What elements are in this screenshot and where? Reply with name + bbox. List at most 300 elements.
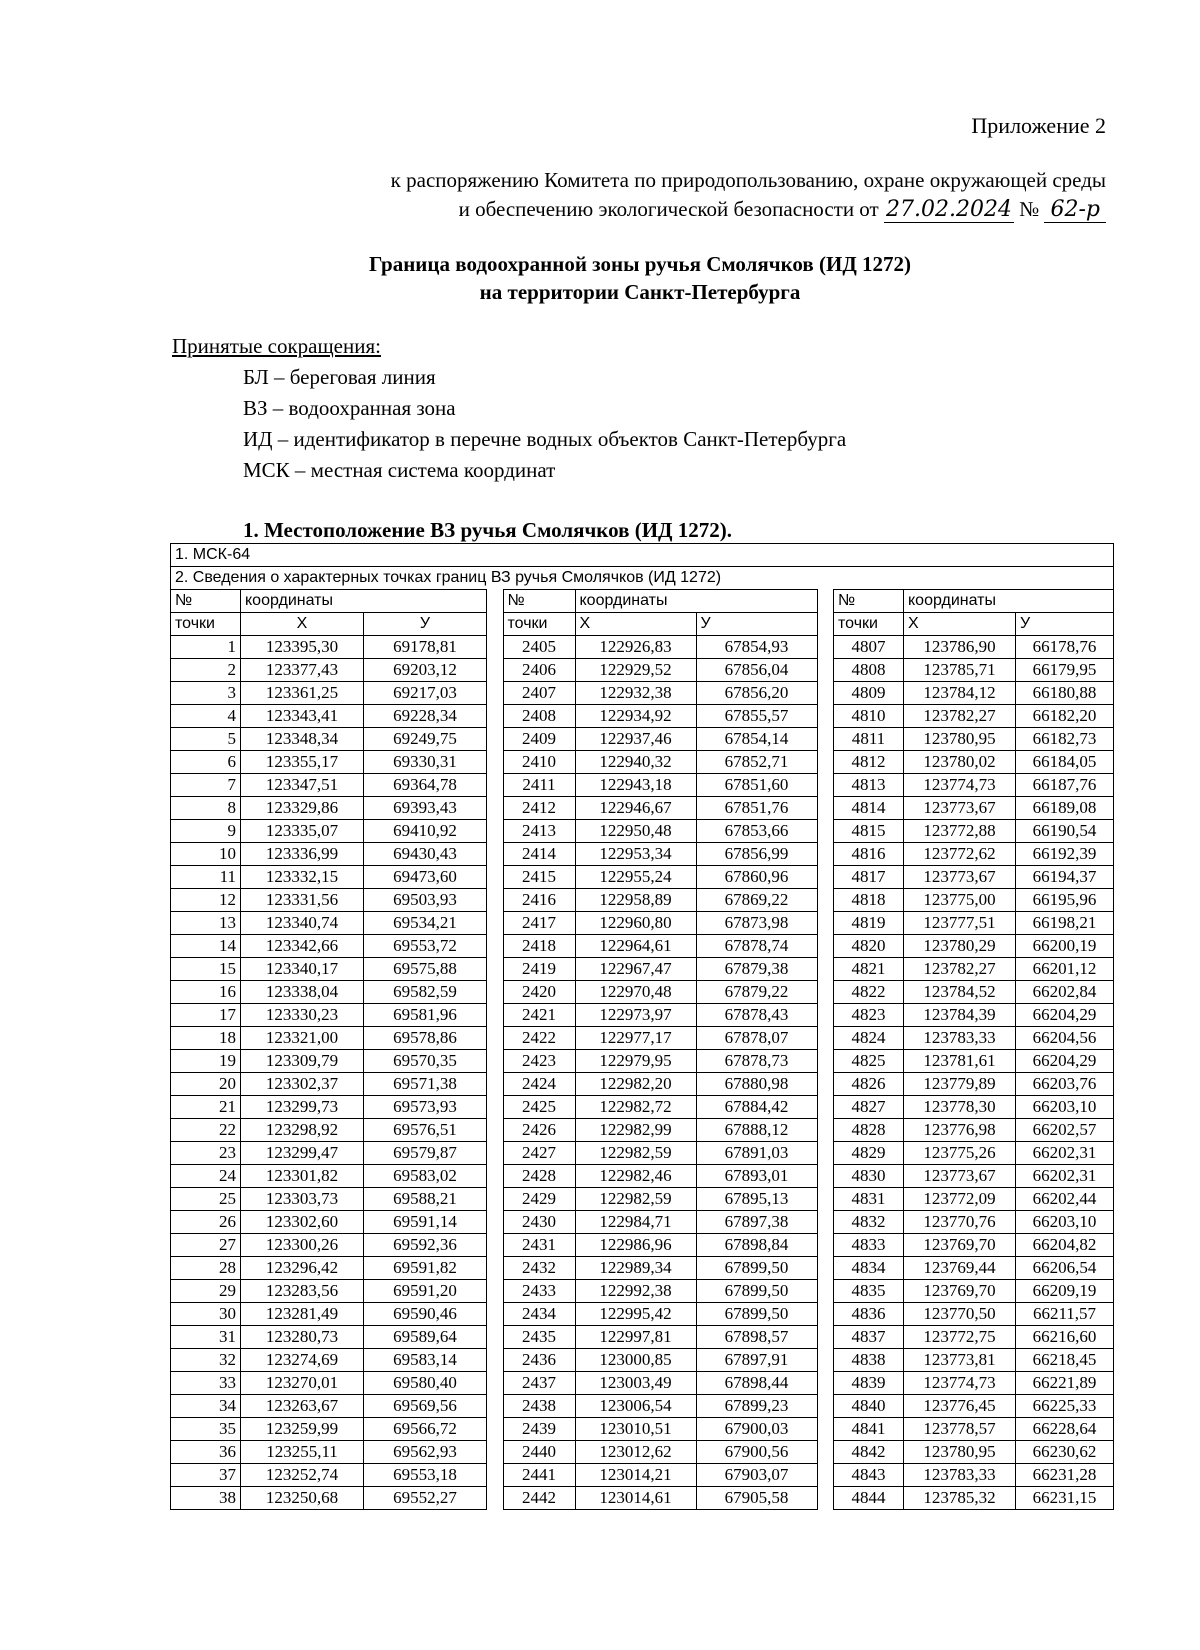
point-number-cell: 2436: [503, 1349, 575, 1372]
coordinates-header: координаты: [241, 590, 487, 613]
table-row: [171, 1464, 487, 1487]
y-coordinate-cell: 69569,56: [364, 1395, 487, 1418]
table-row: [834, 1027, 1114, 1050]
table-row: [171, 682, 487, 705]
table-row: [503, 843, 817, 866]
y-coordinate-cell: 67898,44: [696, 1372, 817, 1395]
point-number-cell: 8: [171, 797, 241, 820]
table-row: [834, 1487, 1114, 1510]
x-coordinate-cell: 122992,38: [575, 1280, 696, 1303]
x-coordinate-cell: 123773,67: [904, 1165, 1016, 1188]
table-row: [503, 1050, 817, 1073]
table-row: [503, 1303, 817, 1326]
x-coordinate-cell: 123772,09: [904, 1188, 1016, 1211]
table-row: [834, 1372, 1114, 1395]
table-row: [503, 820, 817, 843]
table-row: [834, 728, 1114, 751]
table-row: [171, 1441, 487, 1464]
table-row: [834, 1211, 1114, 1234]
point-number-cell: 4823: [834, 1004, 904, 1027]
x-coordinate-cell: 122964,61: [575, 935, 696, 958]
document-subtitle: на территории Санкт-Петербурга: [479, 280, 801, 304]
point-number-cell: 36: [171, 1441, 241, 1464]
x-coordinate-cell: 122967,47: [575, 958, 696, 981]
y-coordinate-cell: 66202,31: [1016, 1142, 1114, 1165]
document-title: Граница водоохранной зоны ручья Смолячков (ИД 1272): [368, 252, 912, 276]
x-coordinate-cell: 123299,73: [241, 1096, 364, 1119]
y-coordinate-cell: 69590,46: [364, 1303, 487, 1326]
point-number-cell: 2434: [503, 1303, 575, 1326]
x-coordinate-cell: 122982,72: [575, 1096, 696, 1119]
y-coordinate-cell: 67878,07: [696, 1027, 817, 1050]
table-row: [834, 774, 1114, 797]
y-coordinate-cell: 66189,08: [1016, 797, 1114, 820]
x-coordinate-cell: 123769,70: [904, 1234, 1016, 1257]
x-coordinate-cell: 122986,96: [575, 1234, 696, 1257]
table-row: [834, 820, 1114, 843]
x-coordinate-cell: 122946,67: [575, 797, 696, 820]
table-row: [834, 1142, 1114, 1165]
table-row: [503, 912, 817, 935]
table-row: [503, 1326, 817, 1349]
point-number-cell: 2423: [503, 1050, 575, 1073]
point-number-cell: 34: [171, 1395, 241, 1418]
y-coordinate-cell: 67893,01: [696, 1165, 817, 1188]
point-number-cell: 4840: [834, 1395, 904, 1418]
point-number-cell: 16: [171, 981, 241, 1004]
table-row: [834, 1165, 1114, 1188]
point-number-cell: 2433: [503, 1280, 575, 1303]
point-number-cell: 4841: [834, 1418, 904, 1441]
point-number-cell: 2: [171, 659, 241, 682]
order-reference-prefix: и обеспечению экологической безопасности от: [458, 197, 879, 221]
y-coordinate-cell: 66218,45: [1016, 1349, 1114, 1372]
x-coordinate-cell: 123781,61: [904, 1050, 1016, 1073]
y-coordinate-cell: 66200,19: [1016, 935, 1114, 958]
x-coordinate-cell: 123773,81: [904, 1349, 1016, 1372]
y-coordinate-cell: 67891,03: [696, 1142, 817, 1165]
y-coordinate-cell: 66204,29: [1016, 1050, 1114, 1073]
x-coordinate-cell: 123785,71: [904, 659, 1016, 682]
table-row: [171, 1395, 487, 1418]
y-header: У: [364, 613, 487, 636]
table-row: [834, 1004, 1114, 1027]
x-coordinate-cell: 123010,51: [575, 1418, 696, 1441]
point-number-cell: 4826: [834, 1073, 904, 1096]
table-row: [834, 1395, 1114, 1418]
x-coordinate-cell: 122932,38: [575, 682, 696, 705]
coordinate-system-row: 1. МСК-64: [170, 543, 1114, 566]
y-coordinate-cell: 66203,76: [1016, 1073, 1114, 1096]
table-row: [834, 1349, 1114, 1372]
y-coordinate-cell: 69217,03: [364, 682, 487, 705]
point-number-cell: 29: [171, 1280, 241, 1303]
y-coordinate-cell: 69503,93: [364, 889, 487, 912]
x-coordinate-cell: 122937,46: [575, 728, 696, 751]
x-coordinate-cell: 122982,99: [575, 1119, 696, 1142]
table-row: [834, 1188, 1114, 1211]
table-row: [171, 1027, 487, 1050]
point-number-cell: 5: [171, 728, 241, 751]
table-row: [171, 1372, 487, 1395]
x-coordinate-cell: 123003,49: [575, 1372, 696, 1395]
points-table-group: [833, 589, 1114, 1510]
y-coordinate-cell: 69588,21: [364, 1188, 487, 1211]
y-coordinate-cell: 67878,73: [696, 1050, 817, 1073]
x-coordinate-cell: 122989,34: [575, 1257, 696, 1280]
point-number-cell: 4814: [834, 797, 904, 820]
y-coordinate-cell: 67873,98: [696, 912, 817, 935]
y-coordinate-cell: 67878,43: [696, 1004, 817, 1027]
point-number-cell: 27: [171, 1234, 241, 1257]
table-row: [171, 958, 487, 981]
point-number-cell: 32: [171, 1349, 241, 1372]
table-row: [834, 981, 1114, 1004]
y-coordinate-cell: 69583,02: [364, 1165, 487, 1188]
point-number-cell: 2413: [503, 820, 575, 843]
point-number-cell: 4822: [834, 981, 904, 1004]
table-row: [503, 1441, 817, 1464]
table-row: [834, 659, 1114, 682]
table-row: [171, 1303, 487, 1326]
point-number-cell: 2437: [503, 1372, 575, 1395]
table-row: [503, 1487, 817, 1510]
point-number-cell: 2442: [503, 1487, 575, 1510]
x-coordinate-cell: 123332,15: [241, 866, 364, 889]
point-number-cell: 2419: [503, 958, 575, 981]
x-coordinate-cell: 123274,69: [241, 1349, 364, 1372]
table-row: [834, 935, 1114, 958]
point-number-cell: 19: [171, 1050, 241, 1073]
order-reference-line-1: к распоряжению Комитета по природопользованию, охране окружающей среды: [390, 168, 1106, 192]
coordinates-header: координаты: [904, 590, 1114, 613]
table-row: [834, 1303, 1114, 1326]
y-coordinate-cell: 66202,57: [1016, 1119, 1114, 1142]
x-coordinate-cell: 123772,75: [904, 1326, 1016, 1349]
x-coordinate-cell: 122982,20: [575, 1073, 696, 1096]
abbreviation-item: МСК – местная система координат: [243, 458, 556, 482]
point-number-cell: 15: [171, 958, 241, 981]
y-coordinate-cell: 66230,62: [1016, 1441, 1114, 1464]
y-coordinate-cell: 66201,12: [1016, 958, 1114, 981]
table-row: [171, 866, 487, 889]
x-coordinate-cell: 123270,01: [241, 1372, 364, 1395]
point-number-cell: 4813: [834, 774, 904, 797]
y-coordinate-cell: 66203,10: [1016, 1211, 1114, 1234]
x-coordinate-cell: 123336,99: [241, 843, 364, 866]
table-row: [171, 636, 487, 659]
table-row: [834, 1464, 1114, 1487]
x-coordinate-cell: 123298,92: [241, 1119, 364, 1142]
point-number-header: №: [503, 590, 575, 613]
table-row: [171, 1418, 487, 1441]
point-number-cell: 26: [171, 1211, 241, 1234]
y-coordinate-cell: 66187,76: [1016, 774, 1114, 797]
x-coordinate-cell: 122977,17: [575, 1027, 696, 1050]
y-coordinate-cell: 67878,74: [696, 935, 817, 958]
point-number-cell: 30: [171, 1303, 241, 1326]
table-row: [834, 866, 1114, 889]
y-coordinate-cell: 69393,43: [364, 797, 487, 820]
x-coordinate-cell: 123770,50: [904, 1303, 1016, 1326]
point-number-cell: 2441: [503, 1464, 575, 1487]
y-coordinate-cell: 69589,64: [364, 1326, 487, 1349]
y-coordinate-cell: 67898,84: [696, 1234, 817, 1257]
y-coordinate-cell: 66204,56: [1016, 1027, 1114, 1050]
y-coordinate-cell: 66195,96: [1016, 889, 1114, 912]
table-row: [503, 1096, 817, 1119]
x-coordinate-cell: 123302,37: [241, 1073, 364, 1096]
x-coordinate-cell: 123780,95: [904, 728, 1016, 751]
table-row: [503, 958, 817, 981]
table-row: [171, 797, 487, 820]
y-coordinate-cell: 66206,54: [1016, 1257, 1114, 1280]
x-header: X: [575, 613, 696, 636]
coordinates-table: [170, 543, 1114, 1510]
table-row: [503, 705, 817, 728]
x-coordinate-cell: 123780,29: [904, 935, 1016, 958]
x-coordinate-cell: 123014,21: [575, 1464, 696, 1487]
table-row: [834, 1418, 1114, 1441]
point-number-cell: 2415: [503, 866, 575, 889]
table-row: [503, 1027, 817, 1050]
table-row: [503, 1119, 817, 1142]
y-coordinate-cell: 69566,72: [364, 1418, 487, 1441]
point-number-cell: 2438: [503, 1395, 575, 1418]
point-number-cell: 18: [171, 1027, 241, 1050]
x-coordinate-cell: 123280,73: [241, 1326, 364, 1349]
point-number-cell: 25: [171, 1188, 241, 1211]
x-coordinate-cell: 123784,52: [904, 981, 1016, 1004]
y-coordinate-cell: 67880,98: [696, 1073, 817, 1096]
table-row: [834, 1234, 1114, 1257]
y-coordinate-cell: 66202,84: [1016, 981, 1114, 1004]
point-number-cell: 12: [171, 889, 241, 912]
x-coordinate-cell: 123331,56: [241, 889, 364, 912]
y-coordinate-cell: 67895,13: [696, 1188, 817, 1211]
x-coordinate-cell: 122929,52: [575, 659, 696, 682]
y-coordinate-cell: 69534,21: [364, 912, 487, 935]
point-number-cell: 4807: [834, 636, 904, 659]
x-coordinate-cell: 123774,73: [904, 774, 1016, 797]
x-coordinate-cell: 123779,89: [904, 1073, 1016, 1096]
x-coordinate-cell: 123343,41: [241, 705, 364, 728]
point-number-cell: 4831: [834, 1188, 904, 1211]
abbreviation-item: ИД – идентификатор в перечне водных объектов Санкт-Петербурга: [243, 427, 847, 451]
x-coordinate-cell: 122953,34: [575, 843, 696, 866]
point-number-cell: 31: [171, 1326, 241, 1349]
y-header: У: [1016, 613, 1114, 636]
point-number-cell: 4818: [834, 889, 904, 912]
point-header: точки: [834, 613, 904, 636]
point-number-header: №: [834, 590, 904, 613]
y-coordinate-cell: 66202,31: [1016, 1165, 1114, 1188]
y-coordinate-cell: 69581,96: [364, 1004, 487, 1027]
point-number-cell: 4835: [834, 1280, 904, 1303]
x-coordinate-cell: 123340,74: [241, 912, 364, 935]
points-table-group: [170, 589, 487, 1510]
x-coordinate-cell: 123347,51: [241, 774, 364, 797]
y-coordinate-cell: 67899,23: [696, 1395, 817, 1418]
table-row: [171, 1487, 487, 1510]
point-number-cell: 2426: [503, 1119, 575, 1142]
x-coordinate-cell: 122934,92: [575, 705, 696, 728]
point-number-cell: 4808: [834, 659, 904, 682]
point-number-cell: 37: [171, 1464, 241, 1487]
x-coordinate-cell: 122970,48: [575, 981, 696, 1004]
point-number-cell: 4816: [834, 843, 904, 866]
x-coordinate-cell: 123342,66: [241, 935, 364, 958]
point-number-cell: 11: [171, 866, 241, 889]
y-coordinate-cell: 66203,10: [1016, 1096, 1114, 1119]
table-row: [503, 1165, 817, 1188]
point-number-cell: 2408: [503, 705, 575, 728]
y-coordinate-cell: 66202,44: [1016, 1188, 1114, 1211]
table-row: [503, 981, 817, 1004]
y-coordinate-cell: 69203,12: [364, 659, 487, 682]
y-header: У: [696, 613, 817, 636]
x-coordinate-cell: 122997,81: [575, 1326, 696, 1349]
x-coordinate-cell: 122950,48: [575, 820, 696, 843]
y-coordinate-cell: 67897,91: [696, 1349, 817, 1372]
table-row: [171, 659, 487, 682]
y-coordinate-cell: 69178,81: [364, 636, 487, 659]
point-number-cell: 4828: [834, 1119, 904, 1142]
x-coordinate-cell: 122982,46: [575, 1165, 696, 1188]
point-number-cell: 4821: [834, 958, 904, 981]
point-number-cell: 2407: [503, 682, 575, 705]
x-coordinate-cell: 123250,68: [241, 1487, 364, 1510]
point-number-cell: 2435: [503, 1326, 575, 1349]
point-number-cell: 2432: [503, 1257, 575, 1280]
table-row: [503, 636, 817, 659]
y-coordinate-cell: 67899,50: [696, 1303, 817, 1326]
table-row: [834, 889, 1114, 912]
point-number-cell: 2430: [503, 1211, 575, 1234]
table-row: [834, 1050, 1114, 1073]
y-coordinate-cell: 67905,58: [696, 1487, 817, 1510]
point-number-cell: 3: [171, 682, 241, 705]
y-coordinate-cell: 67884,42: [696, 1096, 817, 1119]
y-coordinate-cell: 66228,64: [1016, 1418, 1114, 1441]
point-number-cell: 38: [171, 1487, 241, 1510]
x-coordinate-cell: 123301,82: [241, 1165, 364, 1188]
point-number-cell: 4824: [834, 1027, 904, 1050]
x-coordinate-cell: 123348,34: [241, 728, 364, 751]
x-coordinate-cell: 123773,67: [904, 797, 1016, 820]
table-row: [171, 912, 487, 935]
x-coordinate-cell: 123000,85: [575, 1349, 696, 1372]
y-coordinate-cell: 67899,50: [696, 1257, 817, 1280]
y-coordinate-cell: 66180,88: [1016, 682, 1114, 705]
y-coordinate-cell: 67852,71: [696, 751, 817, 774]
appendix-label: Приложение 2: [971, 113, 1106, 138]
y-coordinate-cell: 69553,72: [364, 935, 487, 958]
point-header: точки: [503, 613, 575, 636]
table-row: [503, 1073, 817, 1096]
table-row: [171, 1326, 487, 1349]
x-coordinate-cell: 122973,97: [575, 1004, 696, 1027]
table-row: [171, 1050, 487, 1073]
point-number-cell: 2428: [503, 1165, 575, 1188]
y-coordinate-cell: 67897,38: [696, 1211, 817, 1234]
y-coordinate-cell: 69576,51: [364, 1119, 487, 1142]
point-number-cell: 2427: [503, 1142, 575, 1165]
x-coordinate-cell: 123784,39: [904, 1004, 1016, 1027]
number-sign: №: [1019, 197, 1040, 221]
point-number-cell: 2425: [503, 1096, 575, 1119]
point-number-cell: 4810: [834, 705, 904, 728]
table-row: [503, 728, 817, 751]
y-coordinate-cell: 69583,14: [364, 1349, 487, 1372]
y-coordinate-cell: 69553,18: [364, 1464, 487, 1487]
points-info-row: 2. Сведения о характерных точках границ ВЗ ручья Смолячков (ИД 1272): [170, 566, 1114, 589]
coordinates-header: координаты: [575, 590, 817, 613]
x-coordinate-cell: 123783,33: [904, 1027, 1016, 1050]
y-coordinate-cell: 67879,22: [696, 981, 817, 1004]
x-coordinate-cell: 123355,17: [241, 751, 364, 774]
y-coordinate-cell: 67854,14: [696, 728, 817, 751]
x-coordinate-cell: 123782,27: [904, 958, 1016, 981]
points-table-group: [503, 589, 818, 1510]
x-coordinate-cell: 123775,00: [904, 889, 1016, 912]
order-number-handwritten: 62-р: [1044, 197, 1106, 223]
point-number-cell: 13: [171, 912, 241, 935]
y-coordinate-cell: 69579,87: [364, 1142, 487, 1165]
y-coordinate-cell: 66178,76: [1016, 636, 1114, 659]
y-coordinate-cell: 66182,20: [1016, 705, 1114, 728]
y-coordinate-cell: 67879,38: [696, 958, 817, 981]
x-coordinate-cell: 122940,32: [575, 751, 696, 774]
table-row: [171, 981, 487, 1004]
x-coordinate-cell: 123302,60: [241, 1211, 364, 1234]
table-row: [171, 820, 487, 843]
y-coordinate-cell: 66204,29: [1016, 1004, 1114, 1027]
y-coordinate-cell: 67856,04: [696, 659, 817, 682]
table-row: [171, 1349, 487, 1372]
point-number-cell: 2418: [503, 935, 575, 958]
x-coordinate-cell: 123776,45: [904, 1395, 1016, 1418]
x-coordinate-cell: 123329,86: [241, 797, 364, 820]
x-coordinate-cell: 122958,89: [575, 889, 696, 912]
point-number-cell: 2424: [503, 1073, 575, 1096]
point-number-cell: 4812: [834, 751, 904, 774]
table-row: [503, 1142, 817, 1165]
x-coordinate-cell: 123014,61: [575, 1487, 696, 1510]
x-coordinate-cell: 123769,70: [904, 1280, 1016, 1303]
table-row: [503, 1188, 817, 1211]
x-coordinate-cell: 123006,54: [575, 1395, 696, 1418]
y-coordinate-cell: 67899,50: [696, 1280, 817, 1303]
table-row: [834, 1119, 1114, 1142]
table-row: [834, 912, 1114, 935]
x-coordinate-cell: 123783,33: [904, 1464, 1016, 1487]
y-coordinate-cell: 66198,21: [1016, 912, 1114, 935]
x-coordinate-cell: 123395,30: [241, 636, 364, 659]
table-row: [503, 797, 817, 820]
x-coordinate-cell: 123780,02: [904, 751, 1016, 774]
point-number-cell: 2421: [503, 1004, 575, 1027]
point-number-cell: 17: [171, 1004, 241, 1027]
y-coordinate-cell: 66192,39: [1016, 843, 1114, 866]
table-row: [171, 1234, 487, 1257]
table-row: [834, 682, 1114, 705]
point-number-cell: 4829: [834, 1142, 904, 1165]
point-number-cell: 2431: [503, 1234, 575, 1257]
table-row: [503, 935, 817, 958]
order-reference-line-2: [459, 197, 1106, 223]
point-number-cell: 9: [171, 820, 241, 843]
